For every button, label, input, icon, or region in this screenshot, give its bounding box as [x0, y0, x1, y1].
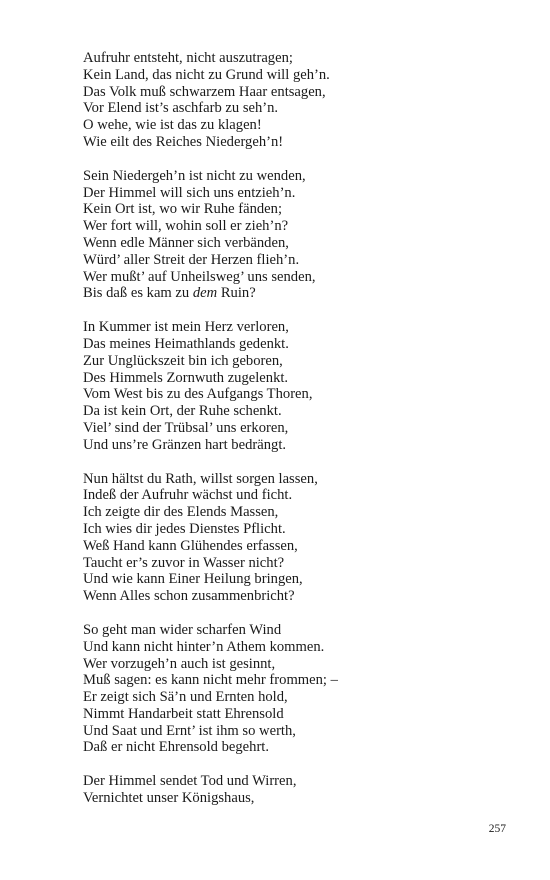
poem-line: Aufruhr entsteht, nicht auszutragen;: [83, 50, 293, 66]
poem-line: Ich wies dir jedes Dienstes Pflicht.: [83, 520, 286, 537]
poem-line: Das Volk muß schwarzem Haar entsagen,: [83, 83, 326, 100]
poem-line: Vernichtet unser Königshaus,: [83, 790, 255, 807]
poem-line: Und wie kann Einer Heilung bringen,: [83, 571, 303, 588]
stanza-5: [83, 622, 523, 756]
poem-line-emphasis: [83, 285, 523, 302]
poem-line: Wenn edle Männer sich verbänden,: [83, 234, 289, 251]
poem-line: Muß sagen: es kann nicht mehr frommen; –: [83, 672, 338, 689]
line-text: Ruin?: [217, 285, 256, 302]
poem-line: Das meines Heimathlands gedenkt.: [83, 335, 289, 352]
poem-line: In Kummer ist mein Herz verloren,: [83, 319, 289, 336]
poem-line: Wer mußt’ auf Unheilsweg’ uns senden,: [83, 268, 316, 285]
poem-line: Vom West bis zu des Aufgangs Thoren,: [83, 386, 313, 403]
emphasized-word: dem: [192, 285, 218, 302]
page-number: 257: [488, 823, 506, 835]
poem-line: Nun hältst du Rath, willst sorgen lassen,: [83, 470, 318, 487]
poem-line: Er zeigt sich Sä’n und Ernten hold,: [83, 689, 288, 706]
poem-line: Da ist kein Ort, der Ruhe schenkt.: [83, 403, 282, 420]
poem-line: Kein Ort ist, wo wir Ruhe fänden;: [83, 201, 283, 218]
poem-line: Nimmt Handarbeit statt Ehrensold: [83, 705, 284, 722]
poem-line: Viel’ sind der Trübsal’ uns erkoren,: [83, 419, 289, 436]
poem-line: Würd’ aller Streit der Herzen flieh’n.: [83, 251, 300, 268]
poem-line: Wer fort will, wohin soll er zieh’n?: [83, 218, 289, 235]
line-text: Bis daß es kam zu: [83, 285, 193, 302]
poem-line: Des Himmels Zornwuth zugelenkt.: [83, 369, 289, 386]
stanza-2: [83, 168, 523, 302]
poem-line: Ich zeigte dir des Elends Massen,: [83, 504, 279, 521]
poem-line: Vor Elend ist’s aschfarb zu seh’n.: [83, 100, 279, 117]
poem-line: Und Saat und Ernt’ ist ihm so werth,: [83, 722, 296, 739]
poem-line: O wehe, wie ist das zu klagen!: [83, 117, 262, 134]
poem-line: Der Himmel sendet Tod und Wirren,: [83, 773, 297, 790]
poem-line: Sein Niedergeh’n ist nicht zu wenden,: [83, 167, 306, 184]
poem-line: Und uns’re Gränzen hart bedrängt.: [83, 436, 287, 453]
poem-line: So geht man wider scharfen Wind: [83, 621, 282, 638]
poem-line: Und kann nicht hinter’n Athem kommen.: [83, 638, 325, 655]
stanza-3: [83, 319, 523, 453]
stanza-1: [83, 50, 523, 151]
poem-line: Wer vorzugeh’n auch ist gesinnt,: [83, 655, 276, 672]
poem-line: Taucht er’s zuvor in Wasser nicht?: [83, 554, 285, 571]
poem-line: Der Himmel will sich uns entzieh’n.: [83, 184, 296, 201]
stanza-6: [83, 773, 523, 807]
poem-line: Zur Unglückszeit bin ich geboren,: [83, 352, 283, 369]
poem: [83, 50, 523, 824]
stanza-4: [83, 471, 523, 605]
poem-line: Kein Land, das nicht zu Grund will geh’n.: [83, 66, 330, 83]
poem-line: Wenn Alles schon zusammenbricht?: [83, 588, 295, 605]
poem-line: Daß er nicht Ehrensold begehrt.: [83, 739, 270, 756]
poem-line: Indeß der Aufruhr wächst und ficht.: [83, 487, 293, 504]
poem-line: Wie eilt des Reiches Niedergeh’n!: [83, 133, 284, 150]
poem-line: Weß Hand kann Glühendes erfassen,: [83, 537, 298, 554]
